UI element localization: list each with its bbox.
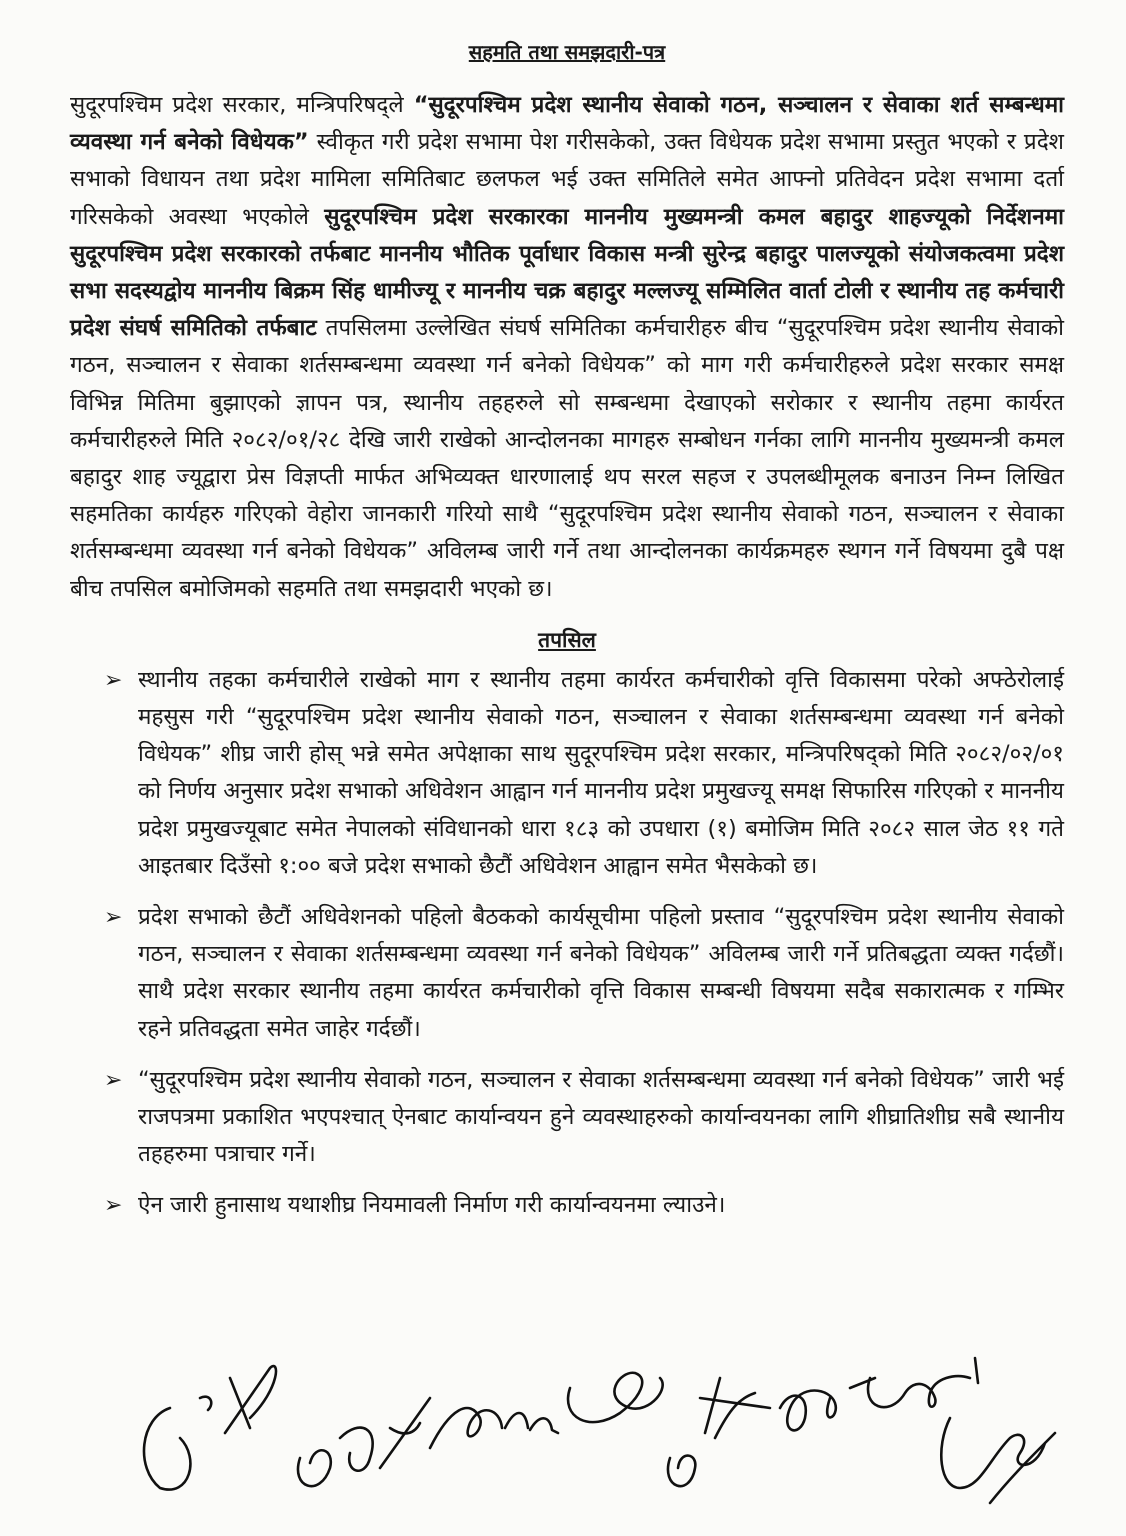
list-item-text: स्थानीय तहका कर्मचारीले राखेको माग र स्थानीय तहमा कार्यरत कर्मचारीको वृत्ति विकासमा परेको अफ्ठेरोलाई महसुस गरी “सुदूरपश्चिम प्रदेश स्थानीय सेवाको गठन, सञ्चालन र सेवाका शर्तसम्बन्धमा व्यवस्था गर्न बनेको विधेयक” शीघ्र जारी होस् भन्ने समेत अपेक्षाका साथ सुदूरपश्चिम प्रदेश सरकार, मन्त्रिपरिषद्को मिति २०८२/०२/०१ को निर्णय अनुसार प्रदेश सभाको अधिवेशन आह्वान गर्न माननीय प्रदेश प्रमुखज्यू समक्ष सिफारिस गरिएको र माननीय प्रदेश प्रमुखज्यूबाट समेत नेपालको संविधानको धारा १८३ को उपधारा (१) बमोजिम मिति २०८२ साल जेठ ११ गते आइतबार दिउँसो १:०० बजे प्रदेश सभाको छैटौं अधिवेशन आह्वान समेत भैसकेको छ।: [138, 666, 1064, 879]
arrow-bullet-icon: ➢: [104, 1193, 123, 1219]
list-item-text: प्रदेश सभाको छैटौं अधिवेशनको पहिलो बैठकको कार्यसूचीमा पहिलो प्रस्ताव “सुदूरपश्चिम प्रदेश स्थानीय सेवाको गठन, सञ्चालन र सेवाका शर्तसम्बन्धमा व्यवस्था गर्न बनेको विधेयक” अविलम्ब जारी गर्ने प्रतिबद्धता व्यक्त गर्दछौं। साथै प्रदेश सरकार स्थानीय तहमा कार्यरत कर्मचारीको वृत्ति विकास सम्बन्धी विषयमा सदैब सकारात्मक र गम्भिर रहने प्रतिवद्धता समेत जाहेर गर्दछौं।: [138, 904, 1064, 1042]
intro-text-2: स्वीकृत गरी प्रदेश सभामा पेश गरीसकेको, उक्त विधेयक प्रदेश सभामा प्रस्तुत भएको र प्रदेश सभाको विधायन तथा प्रदेश मामिला समितिबाट छलफल भई उक्त समितिले समेत आफ्नो प्रतिवेदन प्रदेश सभामा दर्ता गरिसकेको अवस्था भएकोले: [70, 129, 1064, 230]
intro-paragraph: [70, 87, 1064, 608]
intro-text-1: सुदूरपश्चिम प्रदेश सरकार, मन्त्रिपरिषद्ले: [70, 92, 414, 118]
intro-text-3: तपसिलमा उल्लेखित संघर्ष समितिका कर्मचारीहरु बीच “सुदूरपश्चिम प्रदेश स्थानीय सेवाको गठन, सञ्चालन र सेवाका शर्तसम्बन्धमा व्यवस्था गर्न बनेको विधेयक” को माग गरी कर्मचारीहरुले प्रदेश सरकार समक्ष विभिन्न मितिमा बुझाएको ज्ञापन पत्र, स्थानीय तहहरुले सो सम्बन्धमा देखाएको सरोकार र स्थानीय तहमा कार्यरत कर्मचारीहरुले मिति २०८२/०१/२८ देखि जारी राखेको आन्दोलनका मागहरु सम्बोधन गर्नका लागि माननीय मुख्यमन्त्री कमल बहादुर शाह ज्यूद्वारा प्रेस विज्ञप्ती मार्फत अभिव्यक्त धारणालाई थप सरल सहज र उपलब्धीमूलक बनाउन निम्न लिखित सहमतिका कार्यहरु गरिएको वेहोरा जानकारी गरियो साथै “सुदूरपश्चिम प्रदेश स्थानीय सेवाको गठन, सञ्चालन र सेवाका शर्तसम्बन्धमा व्यवस्था गर्न बनेको विधेयक” अविलम्ब जारी गर्ने तथा आन्दोलनका कार्यक्रमहरु स्थगन गर्ने विषयमा दुबै पक्ष बीच तपसिल बमोजिमको सहमति तथा समझदारी भएको छ।: [70, 315, 1064, 602]
signature-5: [668, 1378, 770, 1486]
arrow-bullet-icon: ➢: [104, 1067, 123, 1093]
arrow-bullet-icon: ➢: [104, 905, 123, 931]
signature-8: [941, 1418, 1055, 1503]
arrow-bullet-icon: ➢: [104, 667, 123, 693]
list-item-text: ऐन जारी हुनासाथ यथाशीघ्र नियमावली निर्माण गरी कार्यान्वयनमा ल्याउने।: [138, 1192, 726, 1219]
list-item: [104, 1062, 1064, 1174]
document-title: सहमति तथा समझदारी-पत्र: [468, 40, 666, 64]
list-item: [104, 899, 1064, 1048]
signature-3: [430, 1408, 558, 1448]
signatures-area: [130, 1338, 1060, 1518]
list-item: [104, 1187, 1064, 1224]
signature-4: [568, 1373, 663, 1422]
section-title: तपसिल: [538, 627, 596, 652]
signature-1: [144, 1366, 276, 1490]
list-item-text: “सुदूरपश्चिम प्रदेश स्थानीय सेवाको गठन, सञ्चालन र सेवाका शर्तसम्बन्धमा व्यवस्था गर्न बनेको विधेयक” जारी भई राजपत्रमा प्रकाशित भएपश्चात् ऐनबाट कार्यान्वयन हुने व्यवस्थाहरुको कार्यान्वयनका लागि शीघ्रातिशीघ्र सबै स्थानीय तहहरुमा पत्राचार गर्ने।: [138, 1066, 1064, 1168]
list-item: [104, 662, 1064, 885]
signature-7: [868, 1358, 978, 1407]
intro-bold-1: “सुदूरपश्चिम प्रदेश स्थानीय सेवाको गठन, सञ्चालन र सेवाका शर्त सम्बन्धमा व्यवस्था गर्न बनेको विधेयक”: [70, 92, 1064, 156]
intro-bold-2: सुदूरपश्चिम प्रदेश सरकारका माननीय मुख्यमन्त्री कमल बहादुर शाहज्यूको निर्देशनमा सुदूरपश्चिम प्रदेश सरकारको तर्फबाट माननीय भौतिक पूर्वाधार विकास मन्त्री सुरेन्द्र बहादुर पालज्यूको संयोजकत्वमा प्रदेश सभा सदस्यद्वोय माननीय बिक्रम सिंह धामीज्यू र माननीय चक्र बहादुर मल्लज्यू सम्मिलित वार्ता टोली र स्थानीय तह कर्मचारी प्रदेश संघर्ष समितिको तर्फबाट: [70, 203, 1064, 342]
signatures-graphic: [130, 1338, 1060, 1518]
signature-2: [298, 1398, 430, 1486]
signature-6: [780, 1378, 875, 1430]
agreement-list: [70, 662, 1064, 1225]
